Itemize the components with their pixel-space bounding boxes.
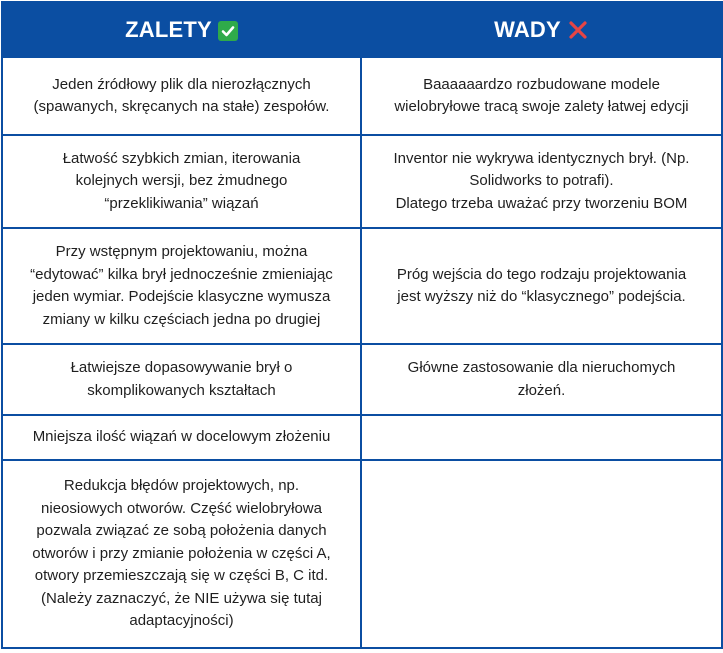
cell-text-line: Mniejsza ilość wiązań w docelowym złożeniu [32, 428, 331, 446]
cell-text-line: kolejnych wersji, bez żmudnego [75, 172, 288, 190]
cell-text-line: jeden wymiar. Podejście klasyczne wymusza [32, 288, 331, 305]
cons-cell [361, 228, 722, 344]
pros-header-label: ZALETY [125, 16, 212, 42]
cell-text-line: Przy wstępnym projektowaniu, można [55, 243, 308, 260]
cross-mark-icon [567, 19, 589, 41]
cell-text-line: pozwala związać ze sobą położenia danych [36, 522, 327, 540]
table-row [2, 135, 722, 228]
cell-text-line: (spawanych, skręcanych na stałe) zespołów. [33, 98, 330, 115]
cons-header [361, 2, 722, 57]
check-mark-icon [218, 21, 238, 41]
cell-text-line: Inventor nie wykrywa identycznych brył. (Np. [393, 149, 690, 167]
table-header-row [2, 2, 722, 57]
cell-text-line: Jeden źródłowy plik dla nierozłącznych [52, 75, 311, 93]
cell-text-line: złożeń. [517, 381, 566, 399]
cell-text-line: Główne zastosowanie dla nieruchomych [407, 359, 676, 376]
cons-cell [361, 57, 722, 135]
table-row [2, 57, 722, 135]
pros-cell [2, 135, 361, 228]
pros-header [2, 2, 361, 57]
cons-cell-empty [361, 460, 722, 648]
table-row [2, 415, 722, 460]
cell-text-line: nieosiowych otworów. Część wielobryłowa [41, 499, 322, 517]
pros-cons-table [1, 1, 723, 649]
cell-text-line: Łatwiejsze dopasowywanie brył o [70, 359, 293, 376]
cell-text-line: otworów i przy zmianie położenia w części A, [32, 544, 331, 562]
cell-text-line: adaptacyjności) [129, 612, 234, 630]
cell-text-line: Baaaaaardzo rozbudowane modele [423, 75, 660, 93]
cell-text-line: wielobryłowe tracą swoje zalety łatwej edycji [394, 98, 689, 115]
cell-text-line: jest wyższy niż do “klasycznego” podejścia. [397, 288, 686, 305]
cell-text-line: skomplikowanych kształtach [87, 381, 276, 399]
pros-cell [2, 344, 361, 415]
cons-cell [361, 344, 722, 415]
cell-text-line: “przeklikiwania” wiązań [104, 194, 259, 212]
pros-cell [2, 460, 361, 648]
pros-cell [2, 57, 361, 135]
cell-text-line: Próg wejścia do tego rodzaju projektowania [396, 265, 687, 283]
pros-cell [2, 415, 361, 460]
cell-text-line: zmiany w kilku częściach jedna po drugiej [42, 310, 321, 328]
cell-text-line: Solidworks to potrafi). [469, 172, 614, 190]
table-row [2, 228, 722, 344]
cell-text-line: (Należy zaznaczyć, że NIE używa się tutaj [41, 589, 322, 607]
table-row [2, 460, 722, 648]
cell-text-line: Dlatego trzeba uważać przy tworzeniu BOM [395, 194, 688, 212]
cell-text-line: Łatwość szybkich zmian, iterowania [62, 149, 301, 167]
cons-cell-empty [361, 415, 722, 460]
cons-cell [361, 135, 722, 228]
cons-header-label: WADY [494, 16, 561, 42]
cell-text-line: “edytować” kilka brył jednocześnie zmieniając [30, 265, 333, 283]
table-row [2, 344, 722, 415]
pros-cell [2, 228, 361, 344]
cell-text-line: otwory przemieszczają się w części B, C itd. [34, 567, 329, 585]
cell-text-line: Redukcja błędów projektowych, np. [63, 477, 300, 495]
